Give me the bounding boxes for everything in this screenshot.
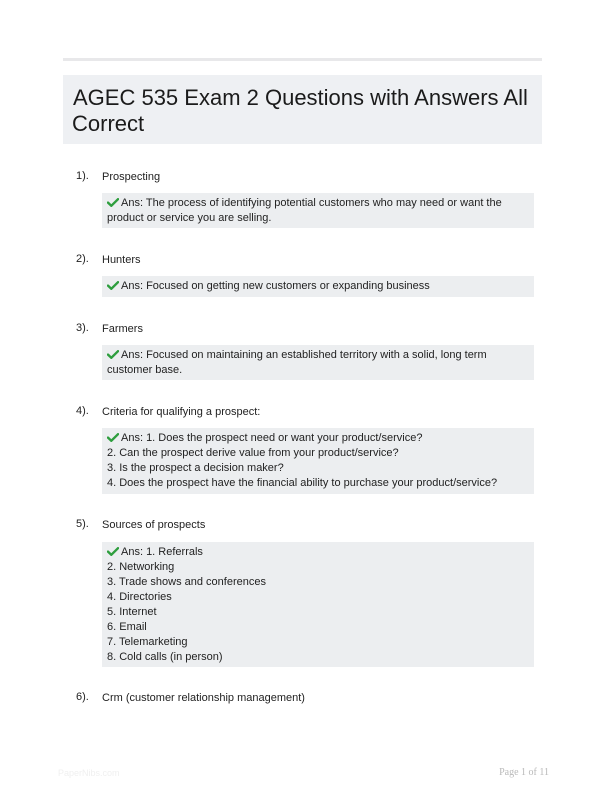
answer-line (107, 431, 530, 446)
answer-line (107, 348, 530, 378)
answer-text: Ans: Focused on maintaining an established territory with a solid, long term customer base. (107, 349, 487, 376)
answer-line: 4. Directories (107, 591, 172, 603)
question-number: 4). (76, 405, 89, 417)
answer-line: 2. Networking (107, 561, 175, 573)
answer-line: 7. Telemarketing (107, 636, 188, 648)
question-number: 6). (76, 691, 89, 703)
document-title: AGEC 535 Exam 2 Questions with Answers All Correct (72, 85, 528, 136)
question-number: 5). (76, 518, 89, 530)
answer-text: Ans: Focused on getting new customers or expanding business (121, 280, 430, 292)
answer-text: Ans: 1. Does the prospect need or want your product/service? (121, 432, 423, 444)
question-text: Farmers (102, 323, 143, 335)
answer-box (102, 542, 534, 667)
check-icon (107, 198, 119, 207)
question-text: Sources of prospects (102, 519, 206, 531)
answer-line (107, 196, 530, 226)
answer-line (107, 545, 530, 560)
top-divider (63, 58, 542, 61)
question-text: Hunters (102, 254, 141, 266)
footer-watermark: PaperNibs.com (58, 768, 120, 778)
answer-line (107, 279, 530, 294)
answer-line: 8. Cold calls (in person) (107, 651, 223, 663)
check-icon (107, 350, 119, 359)
question-number: 3). (76, 322, 89, 334)
question-number: 2). (76, 253, 89, 265)
question-text: Criteria for qualifying a prospect: (102, 406, 261, 418)
answer-box (102, 428, 534, 494)
page-indicator: Page 1 of 11 (499, 767, 549, 778)
question-text: Crm (customer relationship management) (102, 692, 305, 704)
answer-line: 4. Does the prospect have the financial ability to purchase your product/service? (107, 477, 498, 489)
answer-box (102, 193, 534, 228)
question-number: 1). (76, 170, 89, 182)
question-text: Prospecting (102, 171, 161, 183)
answer-line: 5. Internet (107, 606, 157, 618)
answer-line: 3. Is the prospect a decision maker? (107, 462, 284, 474)
answer-line: 2. Can the prospect derive value from your product/service? (107, 447, 399, 459)
check-icon (107, 433, 119, 442)
answer-box (102, 276, 534, 297)
check-icon (107, 281, 119, 290)
answer-line: 3. Trade shows and conferences (107, 576, 266, 588)
answer-line: 6. Email (107, 621, 147, 633)
check-icon (107, 547, 119, 556)
answer-text: Ans: The process of identifying potential customers who may need or want the product or service you are selling. (107, 197, 502, 224)
title-box (63, 75, 542, 144)
answer-text: Ans: 1. Referrals (121, 546, 203, 558)
answer-box (102, 345, 534, 380)
